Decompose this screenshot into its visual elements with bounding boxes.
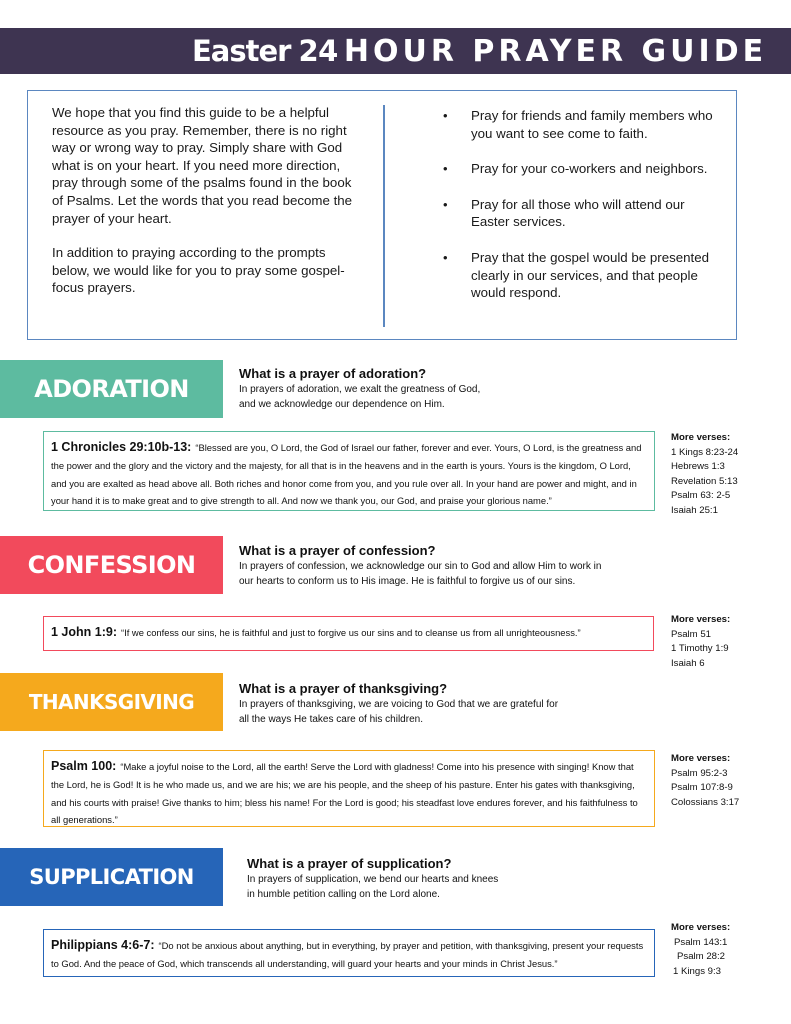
confession-more-verses [671,613,730,671]
gospel-prayer-list [443,107,723,320]
supplication-tab: SUPPLICATION [0,848,223,906]
header-banner [0,28,791,74]
adoration-more-verses [671,431,738,518]
more-verses-heading: More verses: [671,432,731,443]
adoration-verse-ref: 1 Chronicles 29:10b-13: [51,440,192,454]
list-item [443,107,723,142]
adoration-description-line: In prayers of adoration, we exalt the greatness of God, [239,384,481,395]
list-item [443,160,723,178]
list-item [443,249,723,302]
more-verse-item: Isaiah 25:1 [671,504,718,516]
more-verse-item: 1 Kings 9:3 [673,965,722,977]
adoration-description [239,382,480,412]
more-verses-heading: More verses: [671,614,731,625]
confession-verse-text: “If we confess our sins, he is faithful and just to forgive us our sins and to cleanse us from all unrighteousness.” [121,627,581,638]
intro-paragraph-1: We hope that you find this guide to be a helpful resource as you pray. Remember, there is no right way or wrong way to pray. Simply share with God what is on your heart. If you need more direction, pray through some of the psalms found in the book of Psalms. Let the words that you read become the prayer of your heart. [52,105,353,226]
intro-text [52,104,362,314]
intro-paragraph-2: In addition to praying according to the prompts below, we would like for you to pray some gospel-focus prayers. [52,245,345,296]
adoration-verse-text: “Blessed are you, O Lord, the God of Israel our father, forever and ever. Yours, O Lord, is the greatness and the power and the glory and the victory and the majesty, for all that is in the heavens and in the earth is yours. Yours is the kingdom, O Lord, and you are exalted as head above all. Both riches and honor come from you, and you rule over all. In your hand are power and might, and in your hand it is to make great and to give strength to all. And now we thank you, our God, and praise your glorious name.” [51,442,642,507]
confession-description-line: our hearts to conform us to His image. He is faithful to forgive us of our sins. [239,576,576,587]
more-verse-item: Psalm 51 [671,628,711,640]
adoration-question: What is a prayer of adoration? [239,366,427,381]
more-verse-item: 1 Timothy 1:9 [671,643,729,654]
more-verse-item: Psalm 63: 2-5 [671,490,731,501]
thanksgiving-more-verses [671,752,739,810]
more-verse-item: Psalm 107:8-9 [671,782,733,793]
adoration-tab: ADORATION [0,360,223,418]
more-verse-item: 1 Kings 8:23-24 [671,446,739,458]
more-verses-heading: More verses: [671,753,731,764]
bullet-icon: • [443,249,448,265]
supplication-description-line: In prayers of supplication, we bend our hearts and knees [247,874,499,885]
more-verse-item: Colossians 3:17 [671,796,740,808]
adoration-verse-box [43,431,655,511]
list-item-text: Pray for your co-workers and neighbors. [471,161,708,177]
more-verse-item: Psalm 95:2-3 [671,767,728,779]
title-word-24: 24 [298,34,338,68]
confession-verse-box [43,616,654,651]
supplication-verse-text: “Do not be anxious about anything, but in everything, by prayer and petition, with thanksgiving, present your requests to God. And the peace of God, which transcends all understanding, will guard your hearts and your minds in Christ Jesus.” [51,940,644,969]
list-item [443,196,723,231]
confession-tab: CONFESSION [0,536,223,594]
more-verses-heading: More verses: [671,922,731,933]
thanksgiving-verse-ref: Psalm 100: [51,759,117,773]
list-item-text: Pray that the gospel would be presented clearly in our services, and that people would respond. [471,249,710,301]
thanksgiving-description [239,697,558,727]
list-item-text: Pray for friends and family members who you want to see come to faith. [471,108,713,141]
more-verse-item: Revelation 5:13 [671,475,738,487]
more-verse-item: Psalm 28:2 [677,951,725,962]
confession-description-line: In prayers of confession, we acknowledge our sin to God and allow Him to work in [239,561,602,572]
supplication-description [247,872,498,902]
adoration-description-line: and we acknowledge our dependence on Him. [239,399,445,410]
title-word-easter: Easter [192,34,291,68]
confession-verse-ref: 1 John 1:9: [51,625,117,639]
thanksgiving-tab: THANKSGIVING [0,673,223,731]
supplication-verse-box [43,929,655,977]
thanksgiving-verse-text: “Make a joyful noise to the Lord, all the earth! Serve the Lord with gladness! Come into his presence with singing! Know that the Lord, he is God! It is he who made us, and we are his; we are his people, and the sheep of his pasture. Enter his gates with thanksgiving, and his courts with praise! Give thanks to him; bless his name! For the Lord is good; his steadfast love endures forever, and his faithfulness to all generations.” [51,761,638,826]
supplication-more-verses [671,921,730,979]
bullet-icon: • [443,108,448,123]
list-item-text: Pray for all those who will attend our Easter services. [471,196,685,230]
page-title [192,28,767,74]
supplication-question: What is a prayer of supplication? [247,856,452,871]
bullet-icon: • [443,161,448,177]
confession-description [239,559,601,589]
thanksgiving-question: What is a prayer of thanksgiving? [239,681,448,696]
bullet-icon: • [443,196,448,212]
title-word-guide: HOUR PRAYER GUIDE [343,34,768,69]
thanksgiving-description-line: In prayers of thanksgiving, we are voicing to God that we are grateful for [239,699,559,710]
thanksgiving-description-line: all the ways He takes care of his children. [239,714,423,725]
more-verse-item: Psalm 143:1 [674,936,728,948]
intro-box [27,90,737,340]
intro-divider [383,105,385,327]
confession-question: What is a prayer of confession? [239,543,436,558]
supplication-verse-ref: Philippians 4:6-7: [51,938,155,952]
thanksgiving-verse-box [43,750,655,827]
supplication-description-line: in humble petition calling on the Lord alone. [247,889,440,900]
more-verse-item: Hebrews 1:3 [671,461,725,472]
more-verse-item: Isaiah 6 [671,657,705,669]
